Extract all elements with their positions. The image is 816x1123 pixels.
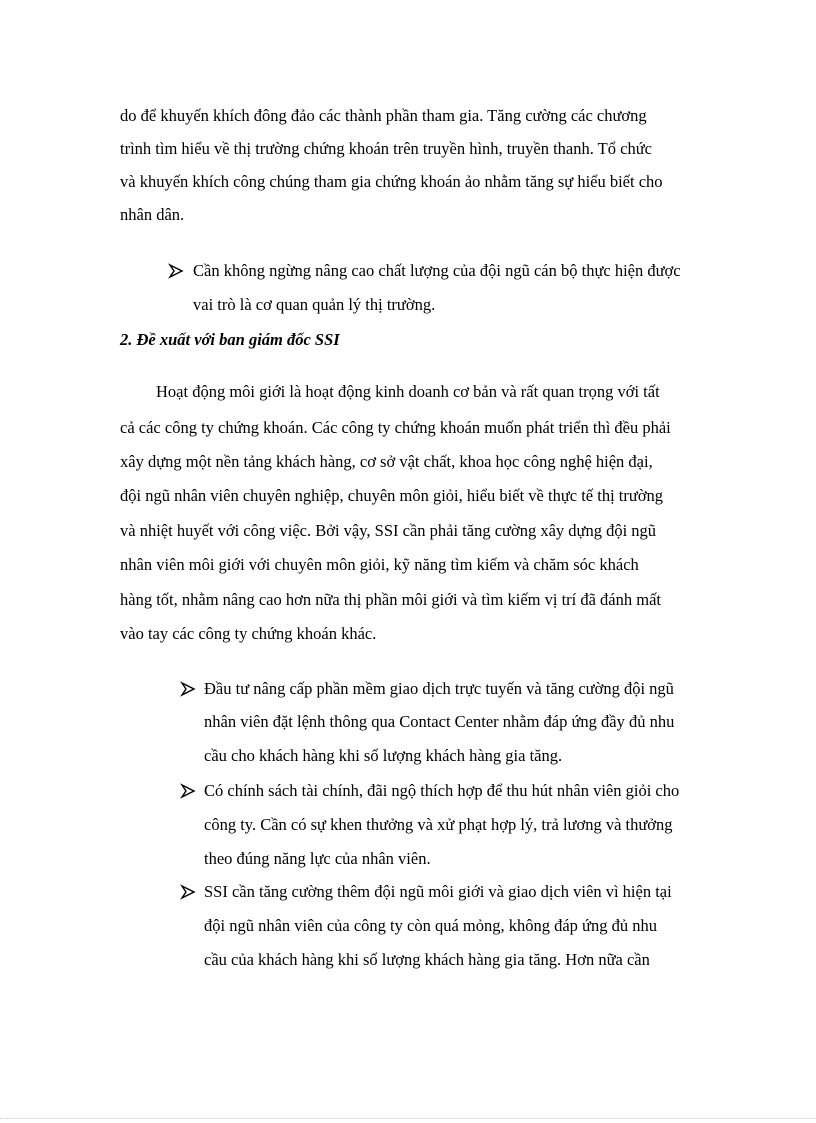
paragraph-line: và nhiệt huyết với công việc. Bởi vậy, SSI cần phải tăng cường xây dựng đội ngũ — [120, 521, 657, 540]
intro-line: nhân dân. — [120, 205, 185, 224]
paragraph-line: xây dựng một nền tảng khách hàng, cơ sở vật chất, khoa học công nghệ hiện đại, — [120, 452, 653, 471]
arrowhead-bullet-icon — [168, 263, 184, 279]
paragraph-line: Hoạt động môi giới là hoạt động kinh doanh cơ bản và rất quan trọng với tất — [156, 382, 660, 401]
bullet-line: cầu của khách hàng khi số lượng khách hàng gia tăng. Hơn nữa cần — [204, 950, 650, 969]
page-bottom-divider — [0, 1118, 816, 1119]
bullet-line: Cần không ngừng nâng cao chất lượng của đội ngũ cán bộ thực hiện được — [193, 261, 681, 280]
arrowhead-bullet-icon — [180, 681, 196, 697]
paragraph-line: hàng tốt, nhằm nâng cao hơn nữa thị phần môi giới và tìm kiếm vị trí đã đánh mất — [120, 590, 661, 609]
bullet-line: SSI cần tăng cường thêm đội ngũ môi giới và giao dịch viên vì hiện tại — [204, 882, 672, 901]
paragraph-line: đội ngũ nhân viên chuyên nghiệp, chuyên môn giỏi, hiểu biết về thực tế thị trường — [120, 486, 664, 505]
paragraph-line: vào tay các công ty chứng khoán khác. — [120, 624, 377, 643]
bullet-line: Đầu tư nâng cấp phần mềm giao dịch trực tuyến và tăng cường đội ngũ — [204, 679, 674, 698]
bullet-line: cầu cho khách hàng khi số lượng khách hàng gia tăng. — [204, 746, 563, 765]
bullet-line: công ty. Cần có sự khen thưởng và xử phạt hợp lý, trả lương và thưởng — [204, 815, 673, 834]
bullet-line: vai trò là cơ quan quản lý thị trường. — [193, 295, 436, 314]
intro-line: do để khuyến khích đông đảo các thành phần tham gia. Tăng cường các chương — [120, 106, 647, 125]
arrowhead-bullet-icon — [180, 884, 196, 900]
bullet-line: theo đúng năng lực của nhân viên. — [204, 849, 431, 868]
paragraph-line: nhân viên môi giới với chuyên môn giỏi, kỹ năng tìm kiếm và chăm sóc khách — [120, 555, 639, 574]
arrowhead-bullet-icon — [180, 783, 196, 799]
bullet-line: Có chính sách tài chính, đãi ngộ thích hợp để thu hút nhân viên giỏi cho — [204, 781, 680, 800]
bullet-line: nhân viên đặt lệnh thông qua Contact Center nhằm đáp ứng đầy đủ nhu — [204, 712, 675, 731]
paragraph-line: cả các công ty chứng khoán. Các công ty chứng khoán muốn phát triển thì đều phải — [120, 418, 671, 437]
intro-line: trình tìm hiểu về thị trường chứng khoán trên truyền hình, truyền thanh. Tổ chức — [120, 139, 652, 158]
intro-line: và khuyến khích công chúng tham gia chứng khoán ảo nhằm tăng sự hiểu biết cho — [120, 172, 663, 191]
section-heading: 2. Đề xuất với ban giám đốc SSI — [120, 330, 340, 349]
bullet-line: đội ngũ nhân viên của công ty còn quá mỏng, không đáp ứng đủ nhu — [204, 916, 657, 935]
